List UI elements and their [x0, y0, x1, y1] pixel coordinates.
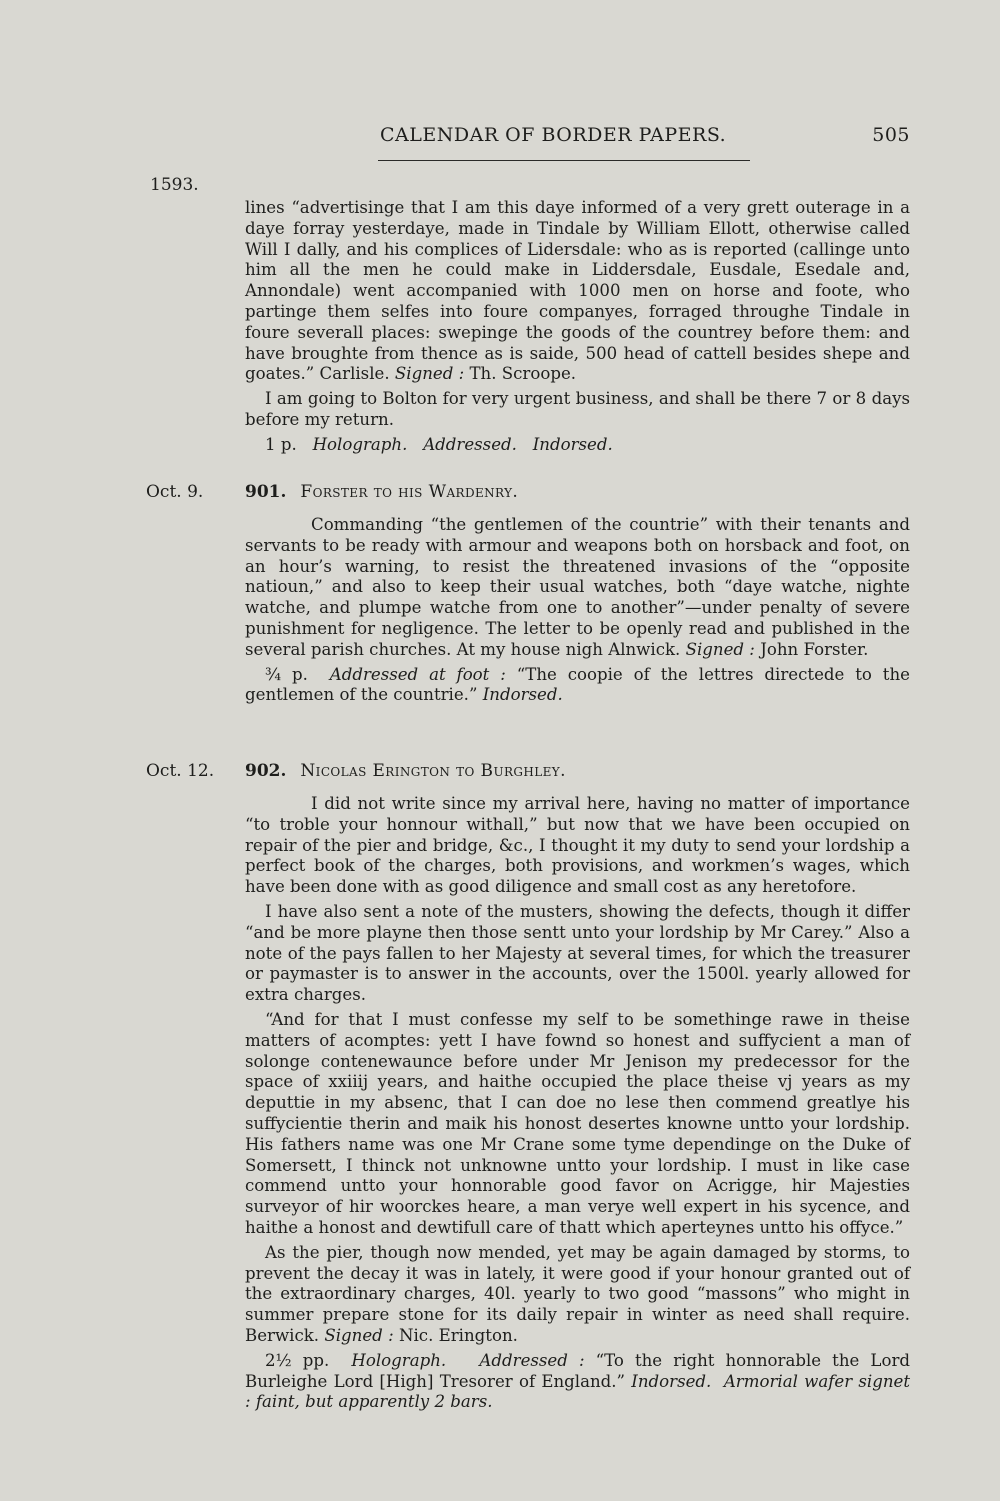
archival-note: 1 p. Holograph. Addressed. Indorsed.: [265, 434, 613, 454]
signed-name: John Forster.: [760, 639, 869, 659]
signed-label: Signed :: [685, 639, 755, 659]
entry-number: 902.: [245, 761, 287, 781]
paragraph: I did not write since my arrival here, having no matter of importance “to troble your honnour withall,” but now that we have been occupied on repair of the pier and bridge, &c., I thought it my duty to send your lordship a perfect book of the charges, both provisions, and workmen’s wages, which have been done with as good diligence and small cost as any heretofore.: [245, 794, 910, 897]
paragraph: I have also sent a note of the musters, showing the defects, though it differ “and be more playne then those sentt unto your lordship by Mr Carey.” Also a note of the pays fallen to her Majesty at several times, for which the treasurer or paymaster is to answer in the accounts, over the 1500l. yearly allowed for extra charges.: [245, 901, 910, 1005]
archival-note: 2½ pp. Holograph. Addressed : “To the right honnorable the Lord Burleighe Lord [High] Tresorer of England.” Indorsed. Armorial wafer signet : faint, but apparently 2 bars.: [245, 1350, 910, 1412]
paragraph: lines “advertisinge that I am this daye informed of a very grett outerage in a daye forray yesterdaye, made in Tindale by William Ellott, otherwise called Will I dally, and his complices of Lidersdale: who as is reported (callinge unto him all the men he could make in Liddersdale, Eusdale, Esedale and, Annondale) went accompanied with 1000 men on horse and foote, who partinge them selfes into foure companyes, forraged throughe Tindale in foure severall places: swepinge the goods of the countrey before them: and have broughte from thence as is saide, 500 head of cattell besides shepe and goates.” Carlisle. Signed : Th. Scroope.: [245, 198, 910, 384]
paragraph: As the pier, though now mended, yet may be again damaged by storms, to prevent the decay it was in lately, it were good if your honour granted out of the extraordinary charges, 40l. yearly to two good “massons” who might in summer prepare stone for its daily repair in winter as need shall require. Berwick. Signed : Nic. Erington.: [245, 1242, 910, 1345]
entry-body: [245, 515, 910, 710]
signed-label: Signed :: [324, 1325, 394, 1345]
entry-title: Nicolas Erington to Burghley.: [300, 761, 566, 781]
entry-heading: [245, 482, 518, 502]
archival-note: ¾ p. Addressed at foot : “The coopie of the lettres directede to the gentlemen of the countrie.” Indorsed.: [245, 664, 910, 705]
paragraph: Commanding “the gentlemen of the countrie” with their tenants and servants to be ready with armour and weapons both on horsback and foot, on an hour’s warning, to resist the threatened invasions of the “opposite natioun,” and also to keep their usual watches, both “daye watche, nighte watche, and plumpe watche from one to another”—under penalty of severe punishment for negligence. The letter to be openly read and published in the several parish churches. At my house nigh Alnwick. Signed : John Forster.: [245, 515, 910, 659]
entry-heading: [245, 761, 566, 781]
entry-continuation: [245, 198, 910, 460]
header-rule: [378, 160, 750, 161]
page-number: 505: [872, 124, 910, 146]
entry-date: Oct. 9.: [146, 482, 204, 502]
signed-name: Th. Scroope.: [469, 364, 577, 384]
entry-body: [245, 794, 910, 1417]
signed-label: Signed :: [394, 364, 465, 384]
entry-date: Oct. 12.: [146, 761, 215, 781]
paragraph: “And for that I must confesse my self to be somethinge rawe in theise matters of acomptes: yett I have fownd so honest and suffycient a man of solonge contenewaunce before under Mr Jenison my predecessor for the space of xxiiij years, and haithe occupied the place theise vj years as my deputtie in my absenc, that I can doe no lese then commend greatlye his suffycientie therin and maik his honost desertes knowne untto your lordship. His fathers name was one Mr Crane some tyme dependinge on the Duke of Somersett, I thinck not unknowne untto your lordship. I must in like case commend untto your honnorable good favor on Acrigge, hir Majesties surveyor of hir woorckes heare, a man verye well expert in his sycence, and haithe a honost and dewtifull care of thatt which aperteynes untto his offyce.”: [245, 1009, 910, 1237]
running-title: CALENDAR OF BORDER PAPERS.: [380, 124, 727, 146]
entry-title: Forster to his Wardenry.: [300, 482, 519, 502]
paragraph: I am going to Bolton for very urgent business, and shall be there 7 or 8 days before my return.: [245, 389, 910, 429]
margin-year: 1593.: [150, 175, 199, 195]
signed-name: Nic. Erington.: [398, 1325, 518, 1345]
entry-number: 901.: [245, 482, 287, 502]
